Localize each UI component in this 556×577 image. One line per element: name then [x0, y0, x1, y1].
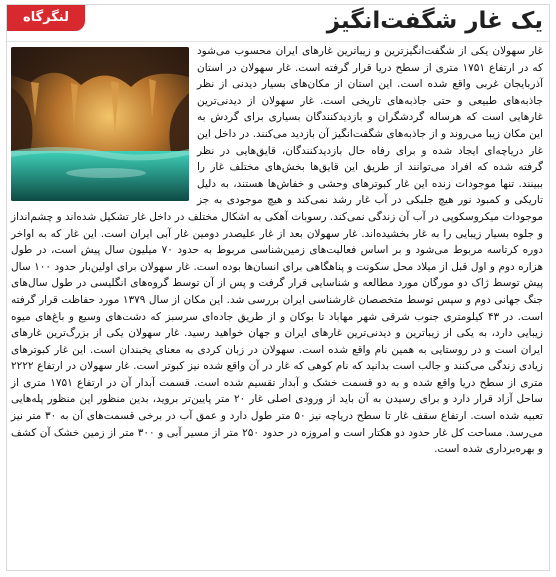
- article-header: [7, 5, 549, 43]
- header-divider: [7, 41, 549, 42]
- article-card: [6, 4, 550, 571]
- photo-spacer: [11, 43, 197, 203]
- article-title: یک غار شگفت‌انگیز: [326, 8, 543, 34]
- article-body-text: غار سهولان یکی از شگفت‌انگیزترین و زیباترین غارهای ایران محسوب می‌شود که در ارتفاع ۱۷۵۱ متری از سطح دریا قرار گرفته است. غار سهولان در استان آذربایجان غربی واقع شده است. این استان از مکان‌های بسیار دیدنی از نظر جاذبه‌های طبیعی و حتی جاذبه‌های تاریخی است. غار سهولان از دیدنی‌ترین غارهایی است که هرساله گردشگران و بازدیدکنندگان بسیاری برای گردش به این مکان زیبا می‌روند و از جاذبه‌های شگفت‌انگیز آن بازدید می‌کنند. در داخل این غار دریاچه‌ای ایجاد شده و برای رفاه حال بازدیدکنندگان، قایق‌هایی در نظر گرفته شده که افراد می‌توانند از طریق این قایق‌ها بخش‌های مختلف غار را ببینند. تنها موجودات زنده این غار کبوترهای وحشی و خفاش‌ها هستند، به دلیل تاریکی و کمبود نور هیچ جلبکی در آب غار رشد نمی‌کند و هیچ موجودی به جز موجودات میکروسکوپی در آب آن زندگی نمی‌کند. رسوبات آهکی به اشکال مختلف در داخل غار تشکیل شده‌اند و چشم‌انداز و جلوه بسیار زیبایی را به غار بخشیده‌اند. غار سهولان بعد از غار علیصدر دومین غار آبی ایران است. این غار که به اواخر دوره کرتاسه مربوط می‌شود و بر اساس فعالیت‌های زمین‌شناسی مربوط به حدود ۷۰ میلیون سال پیش است، در طول هزاره دوم و اول قبل از میلاد محل سکونت و پناهگاهی برای انسان‌ها بوده است. غار سهولان برای اولین‌بار حدود ۱۰۰ سال پیش توسط ژاک دو مورگان مورد مطالعه و شناسایی قرار گرفت و پس از آن توسط گروه‌های انگلیسی در طول سال‌های جنگ جهانی دوم و سپس توسط متخصصان غارشناسی ایران بررسی شد. این مکان از سال ۱۳۷۹ مورد حفاظت قرار گرفته است. در ۴۳ کیلومتری جنوب شرقی شهر مهاباد تا بوکان و از طریق جاده‌ای سرسبز که دشت‌های وسیع و باغ‌های میوه زیبایی دارد، به یکی از زیباترین و دیدنی‌ترین غارهای ایران و جهان خواهید رسید. غار سهولان یکی از بزرگ‌ترین غارهای ایران است و در روستایی به همین نام واقع شده است. سهولان در زبان کردی به معنای یخبندان است. این غار کبوترهای زیادی زندگی می‌کنند و جالب است بدانید که نام کوهی که غار در آن واقع شده نیز کبوتر است. غار سهولان در ارتفاع ۲۲۲۲ متری از سطح دریا واقع شده و به دو قسمت خشک و آبدار تقسیم شده است. قسمت آبدار آن در ارتفاع ۱۷۵۱ متری از ساحل آزاد قرار دارد و برای رسیدن به آن باید از ورودی اصلی غار ۲۰ متر پایین‌تر بروید، بدین منظور این منظور پله‌هایی تعبیه شده است. ارتفاع سقف غار تا سطح دریاچه نیز ۵۰ متر طول دارد و عمق آب در برخی قسمت‌های آن به ۳۰ متر نیز می‌رسد. مساحت کل غار حدود دو هکتار است و امروزه در حدود ۲۵۰ متر از مسیر آبی و ۳۰۰ متر از زمین خشک آن کشف و بهره‌برداری شده است.: [11, 45, 544, 456]
- article-body: [11, 43, 543, 568]
- section-badge[interactable]: لنگرگاه: [7, 5, 85, 31]
